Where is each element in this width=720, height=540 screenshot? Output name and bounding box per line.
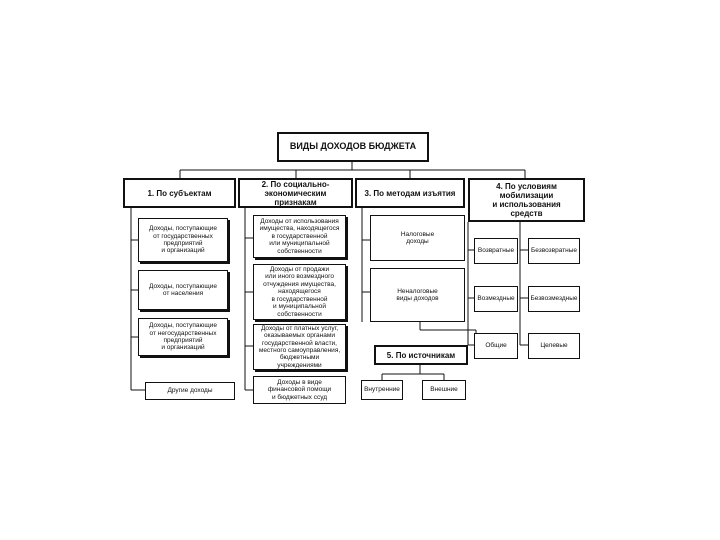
col1-header: 1. По субъектам — [123, 178, 236, 208]
sources-item-internal: Внутренние — [361, 380, 403, 400]
col1-item-3: Доходы, поступающие от негосударственных предприятий и организаций — [138, 318, 228, 356]
sources-header: 5. По источникам — [374, 345, 468, 365]
col2-item-4: Доходы в виде финансовой помощи и бюджетных ссуд — [253, 376, 346, 404]
col3-item-1: Налоговые доходы — [370, 215, 465, 261]
col1-item-2: Доходы, поступающие от населения — [138, 270, 228, 310]
col2-item-3: Доходы от платных услуг, оказываемых органами государственной власти, местного самоуправления, бюджетными учреждениями — [253, 324, 346, 370]
col4-item-general: Общие — [474, 333, 518, 359]
col4-item-nonreturnable: Безвозвратные — [528, 238, 580, 264]
col2-header: 2. По социально- экономическим признакам — [238, 178, 353, 208]
col4-item-targeted: Целевые — [528, 333, 580, 359]
col2-item-2: Доходы от продажи или иного возмездного отчуждения имущества, находящегося в государственной и муниципальной собственности — [253, 264, 346, 320]
col3-header: 3. По методам изъятия — [355, 178, 465, 208]
col1-item-4: Другие доходы — [145, 382, 235, 400]
diagram-title: ВИДЫ ДОХОДОВ БЮДЖЕТА — [277, 132, 429, 162]
col3-item-2: Неналоговые виды доходов — [370, 268, 465, 322]
col1-item-1: Доходы, поступающие от государственных предприятий и организаций — [138, 218, 228, 262]
sources-item-external: Внешние — [422, 380, 466, 400]
col4-item-compensated: Возмездные — [474, 286, 518, 312]
col4-item-returnable: Возвратные — [474, 238, 518, 264]
col2-item-1: Доходы от использования имущества, находящегося в государственной или муниципальной собственности — [253, 215, 346, 258]
col4-header: 4. По условиям мобилизации и использования средств — [468, 178, 585, 222]
col4-item-gratuitous: Безвозмездные — [528, 286, 580, 312]
